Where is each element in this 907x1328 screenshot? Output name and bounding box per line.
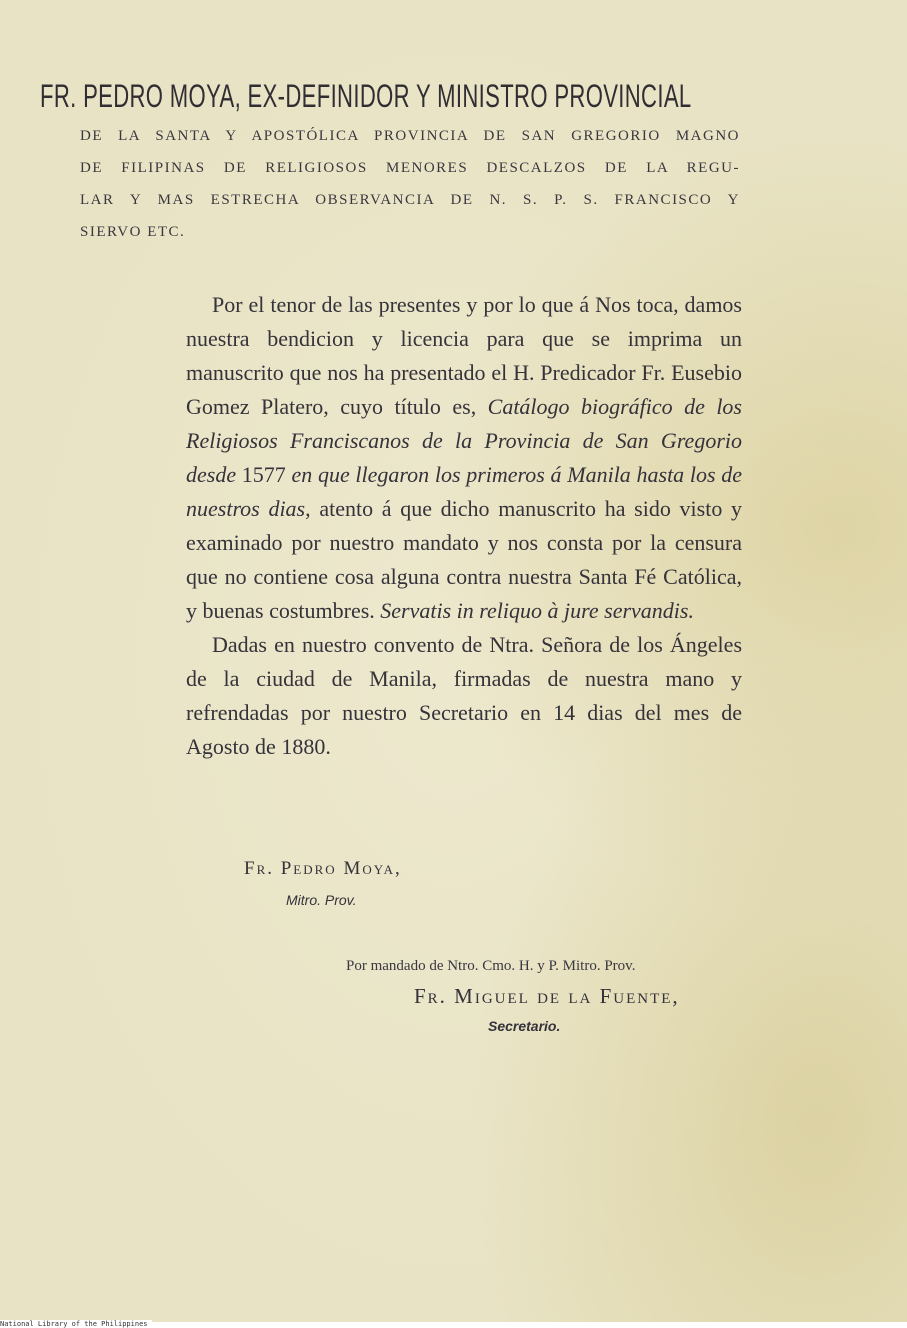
document-subtitle	[80, 120, 740, 248]
signature-name-secretary: Fr. Miguel de la Fuente,	[414, 984, 680, 1008]
subtitle-line: DE LA SANTA Y APOSTÓLICA PROVINCIA DE SAN GREGORIO MAGNO	[80, 128, 740, 144]
subtitle-line: DE FILIPINAS DE RELIGIOSOS MENORES DESCALZOS DE LA REGU-	[80, 160, 740, 176]
subtitle-line: SIERVO ETC.	[80, 224, 186, 240]
library-footer: National Library of the Philippines	[0, 1320, 152, 1328]
paragraph-text-continued: , atento á que dicho manuscrito ha sido visto y examinado por nuestro mandato y nos consta por la censura que no contiene cosa alguna contra nuestra Santa Fé Católica, y buenas costumbres.	[186, 496, 743, 623]
paragraph-text: Por el tenor de las presentes y por lo que á Nos toca, damos nuestra bendicion y licencia para que se imprima un manuscrito que nos ha presentado el H. Predicador Fr. Eusebio Gomez Platero, cuyo título es,	[186, 292, 742, 419]
secretary-mandate-line: Por mandado de Ntro. Cmo. H. y P. Mitro. Prov.	[346, 958, 636, 974]
license-paragraph-2: Dadas en nuestro convento de Ntra. Señora de los Ángeles de la ciudad de Manila, firmadas de nuestra mano y refrendadas por nuestro Secretario en 14 dias del mes de Agosto de 1880.	[186, 632, 742, 759]
signature-role-provincial: Mitro. Prov.	[286, 892, 357, 908]
book-title-italic-continued: en que llegaron los primeros á Manila hasta los de nuestros dias	[186, 462, 743, 521]
latin-clause-italic: Servatis in reliquo à jure servandis.	[380, 598, 694, 623]
book-title-italic: Catálogo biográfico de los Religiosos Franciscanos de la Provincia de San Gregorio desde	[186, 394, 742, 487]
license-paragraph-1	[186, 288, 742, 628]
signature-name-provincial: Fr. Pedro Moya,	[244, 858, 402, 879]
year-text: 1577	[236, 462, 292, 487]
subtitle-line: LAR Y MAS ESTRECHA OBSERVANCIA DE N. S. P. S. FRANCISCO Y	[80, 192, 740, 208]
document-title: FR. PEDRO MOYA, EX-DEFINIDOR Y MINISTRO PROVINCIAL	[40, 78, 692, 114]
signature-role-secretary: Secretario.	[488, 1018, 561, 1034]
license-text	[186, 288, 742, 764]
